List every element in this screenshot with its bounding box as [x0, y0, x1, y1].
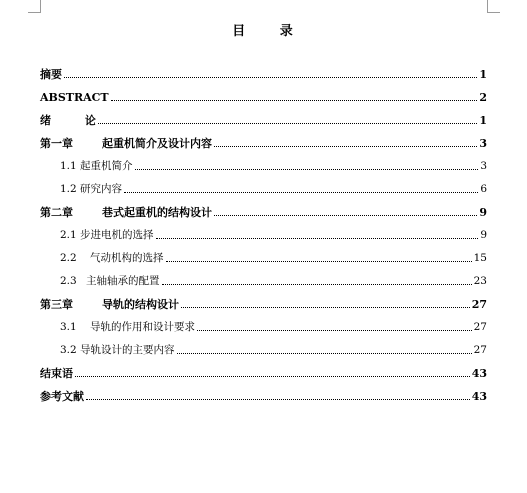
toc-entry-references[interactable] — [40, 380, 487, 403]
toc-entry-conclusion[interactable] — [40, 357, 487, 380]
toc-entry-label: 导轨的结构设计 — [102, 298, 179, 311]
page-corner-mark-left — [28, 0, 41, 13]
toc-entry-page: 43 — [471, 390, 487, 403]
toc-entry-chapter-3[interactable] — [40, 288, 487, 311]
toc-leader-dots — [86, 399, 470, 400]
toc-entry-chapter-2[interactable] — [40, 196, 487, 219]
toc-entry-page: 2 — [479, 91, 487, 104]
toc-entry-label: 3.1 导轨的作用和设计要求 — [60, 321, 196, 333]
toc-entry-page: 6 — [480, 183, 487, 195]
toc-entry-section-3-2[interactable] — [40, 334, 487, 357]
toc-leader-dots — [162, 284, 472, 285]
toc-leader-dots — [135, 169, 479, 170]
toc-entry-section-1-1[interactable] — [40, 150, 487, 173]
toc-entry-label: 结束语 — [40, 367, 73, 380]
toc-leader-dots — [124, 192, 478, 193]
toc-entry-page: 43 — [471, 367, 487, 380]
toc-entry-label: 2.2 气动机构的选择 — [60, 252, 164, 264]
toc-entry-label: 3.2 导轨设计的主要内容 — [60, 344, 175, 356]
toc-leader-dots — [197, 330, 472, 331]
toc-entry-page: 3 — [480, 160, 487, 172]
toc-entry-page: 23 — [473, 275, 487, 287]
toc-entry-page: 9 — [480, 229, 487, 241]
toc-entry-chapter-1[interactable] — [40, 127, 487, 150]
toc-entry-page: 27 — [473, 321, 487, 333]
toc-entry-label: 起重机简介及设计内容 — [102, 137, 212, 150]
toc-entry-label: ABSTRACT — [40, 91, 109, 104]
toc-chapter-number: 第二章 — [40, 206, 73, 219]
toc-title: 目 录 — [232, 24, 295, 39]
toc-leader-dots — [181, 307, 470, 308]
toc-entry-section-2-3[interactable] — [40, 265, 487, 288]
toc-leader-dots — [156, 238, 479, 239]
toc-entry-page: 9 — [479, 206, 487, 219]
toc-leader-dots — [98, 123, 478, 124]
toc-entry-page: 27 — [471, 298, 487, 311]
toc-leader-dots — [64, 77, 477, 78]
toc-entry-page: 27 — [473, 344, 487, 356]
toc-entry-label: 2.3 主轴轴承的配置 — [60, 275, 160, 287]
toc-entry-label: 摘要 — [40, 68, 62, 81]
toc-entry-introduction[interactable] — [40, 104, 487, 127]
toc-chapter-number: 第三章 — [40, 298, 73, 311]
toc-entry-abstract-cn[interactable] — [40, 58, 487, 81]
toc-entry-label: 2.1 步进电机的选择 — [60, 229, 154, 241]
toc-entry-label: 参考文献 — [40, 390, 84, 403]
toc-leader-dots — [75, 376, 470, 377]
toc-chapter-number: 第一章 — [40, 137, 73, 150]
toc-entry-label: 1.2 研究内容 — [60, 183, 123, 195]
toc-entry-section-2-1[interactable] — [40, 219, 487, 242]
toc-entry-page: 15 — [473, 252, 487, 264]
toc-leader-dots — [111, 100, 478, 101]
toc-leader-dots — [166, 261, 472, 262]
toc-entry-page: 3 — [479, 137, 487, 150]
toc-entry-label: 1.1 起重机简介 — [60, 160, 133, 172]
toc-entry-page: 1 — [479, 114, 487, 127]
toc-entry-label: 巷式起重机的结构设计 — [102, 206, 212, 219]
toc-leader-dots — [214, 215, 477, 216]
toc-entry-section-1-2[interactable] — [40, 173, 487, 196]
table-of-contents — [40, 58, 487, 403]
toc-entry-label: 绪 论 — [40, 114, 96, 127]
toc-entry-section-3-1[interactable] — [40, 311, 487, 334]
toc-leader-dots — [177, 353, 472, 354]
toc-entry-section-2-2[interactable] — [40, 242, 487, 265]
toc-entry-page: 1 — [479, 68, 487, 81]
toc-entry-abstract-en[interactable] — [40, 81, 487, 104]
page-corner-mark-right — [487, 0, 500, 13]
toc-leader-dots — [214, 146, 477, 147]
